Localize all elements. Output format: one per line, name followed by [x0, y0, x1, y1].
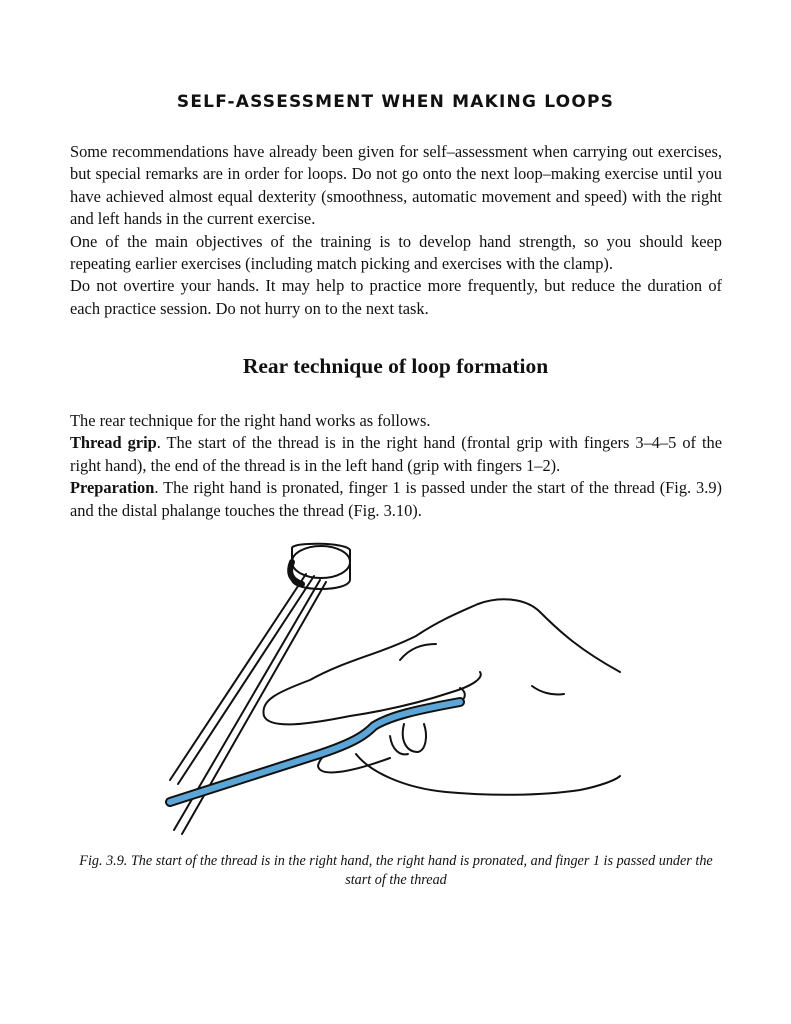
finger-crease [460, 688, 465, 698]
thread-grip-label: Thread grip [70, 433, 157, 453]
subsection-heading: Rear technique of loop formation [242, 354, 549, 378]
wrist-crease [532, 686, 564, 695]
preparation-text: . The right hand is pronated, finger 1 is passed under the start of the thread (Fig. 3.9) and the distal phalange touches the thread (Fig. 3.10). [70, 478, 722, 520]
preparation-label: Preparation [70, 478, 155, 498]
paragraph: Some recommendations have already been given for self–assessment when carrying out exercises, but special remarks are in order for loops. Do not go onto the next loop–making exercise until you have achieved almost equal dexterity (smoothness, automatic movement and speed) with the right and left hands in the current exercise. [70, 142, 722, 229]
clamp-arm [170, 574, 306, 780]
clamp-cap-top [292, 546, 350, 578]
section-heading: SELF-ASSESSMENT WHEN MAKING LOOPS [176, 92, 615, 112]
rear-technique-text [70, 410, 722, 522]
clamp-arm [178, 576, 314, 784]
figure-caption: Fig. 3.9. The start of the thread is in the right hand, the right hand is pronated, and finger 1 is passed under the start of the thread [79, 853, 713, 888]
hand-knuckle [400, 644, 436, 660]
hand-thread-illustration [160, 540, 630, 840]
thumb-crease [403, 724, 426, 752]
thumb-outline [356, 754, 620, 795]
thread-grip-text: . The start of the thread is in the right hand (frontal grip with fingers 3–4–5 of the right hand), the end of the thread is in the left hand (grip with fingers 1–2). [70, 433, 722, 475]
paragraph: One of the main objectives of the training is to develop hand strength, so you should keep repeating earlier exercises (including match picking and exercises with the clamp). [70, 231, 722, 274]
preparation-paragraph [70, 477, 722, 522]
paragraph: Do not overtire your hands. It may help to practice more frequently, but reduce the duration of each practice session. Do not hurry on to the next task. [70, 276, 722, 318]
self-assessment-text [70, 141, 722, 320]
thread-grip-paragraph [70, 432, 722, 477]
intro-paragraph: The rear technique for the right hand works as follows. [70, 411, 431, 430]
